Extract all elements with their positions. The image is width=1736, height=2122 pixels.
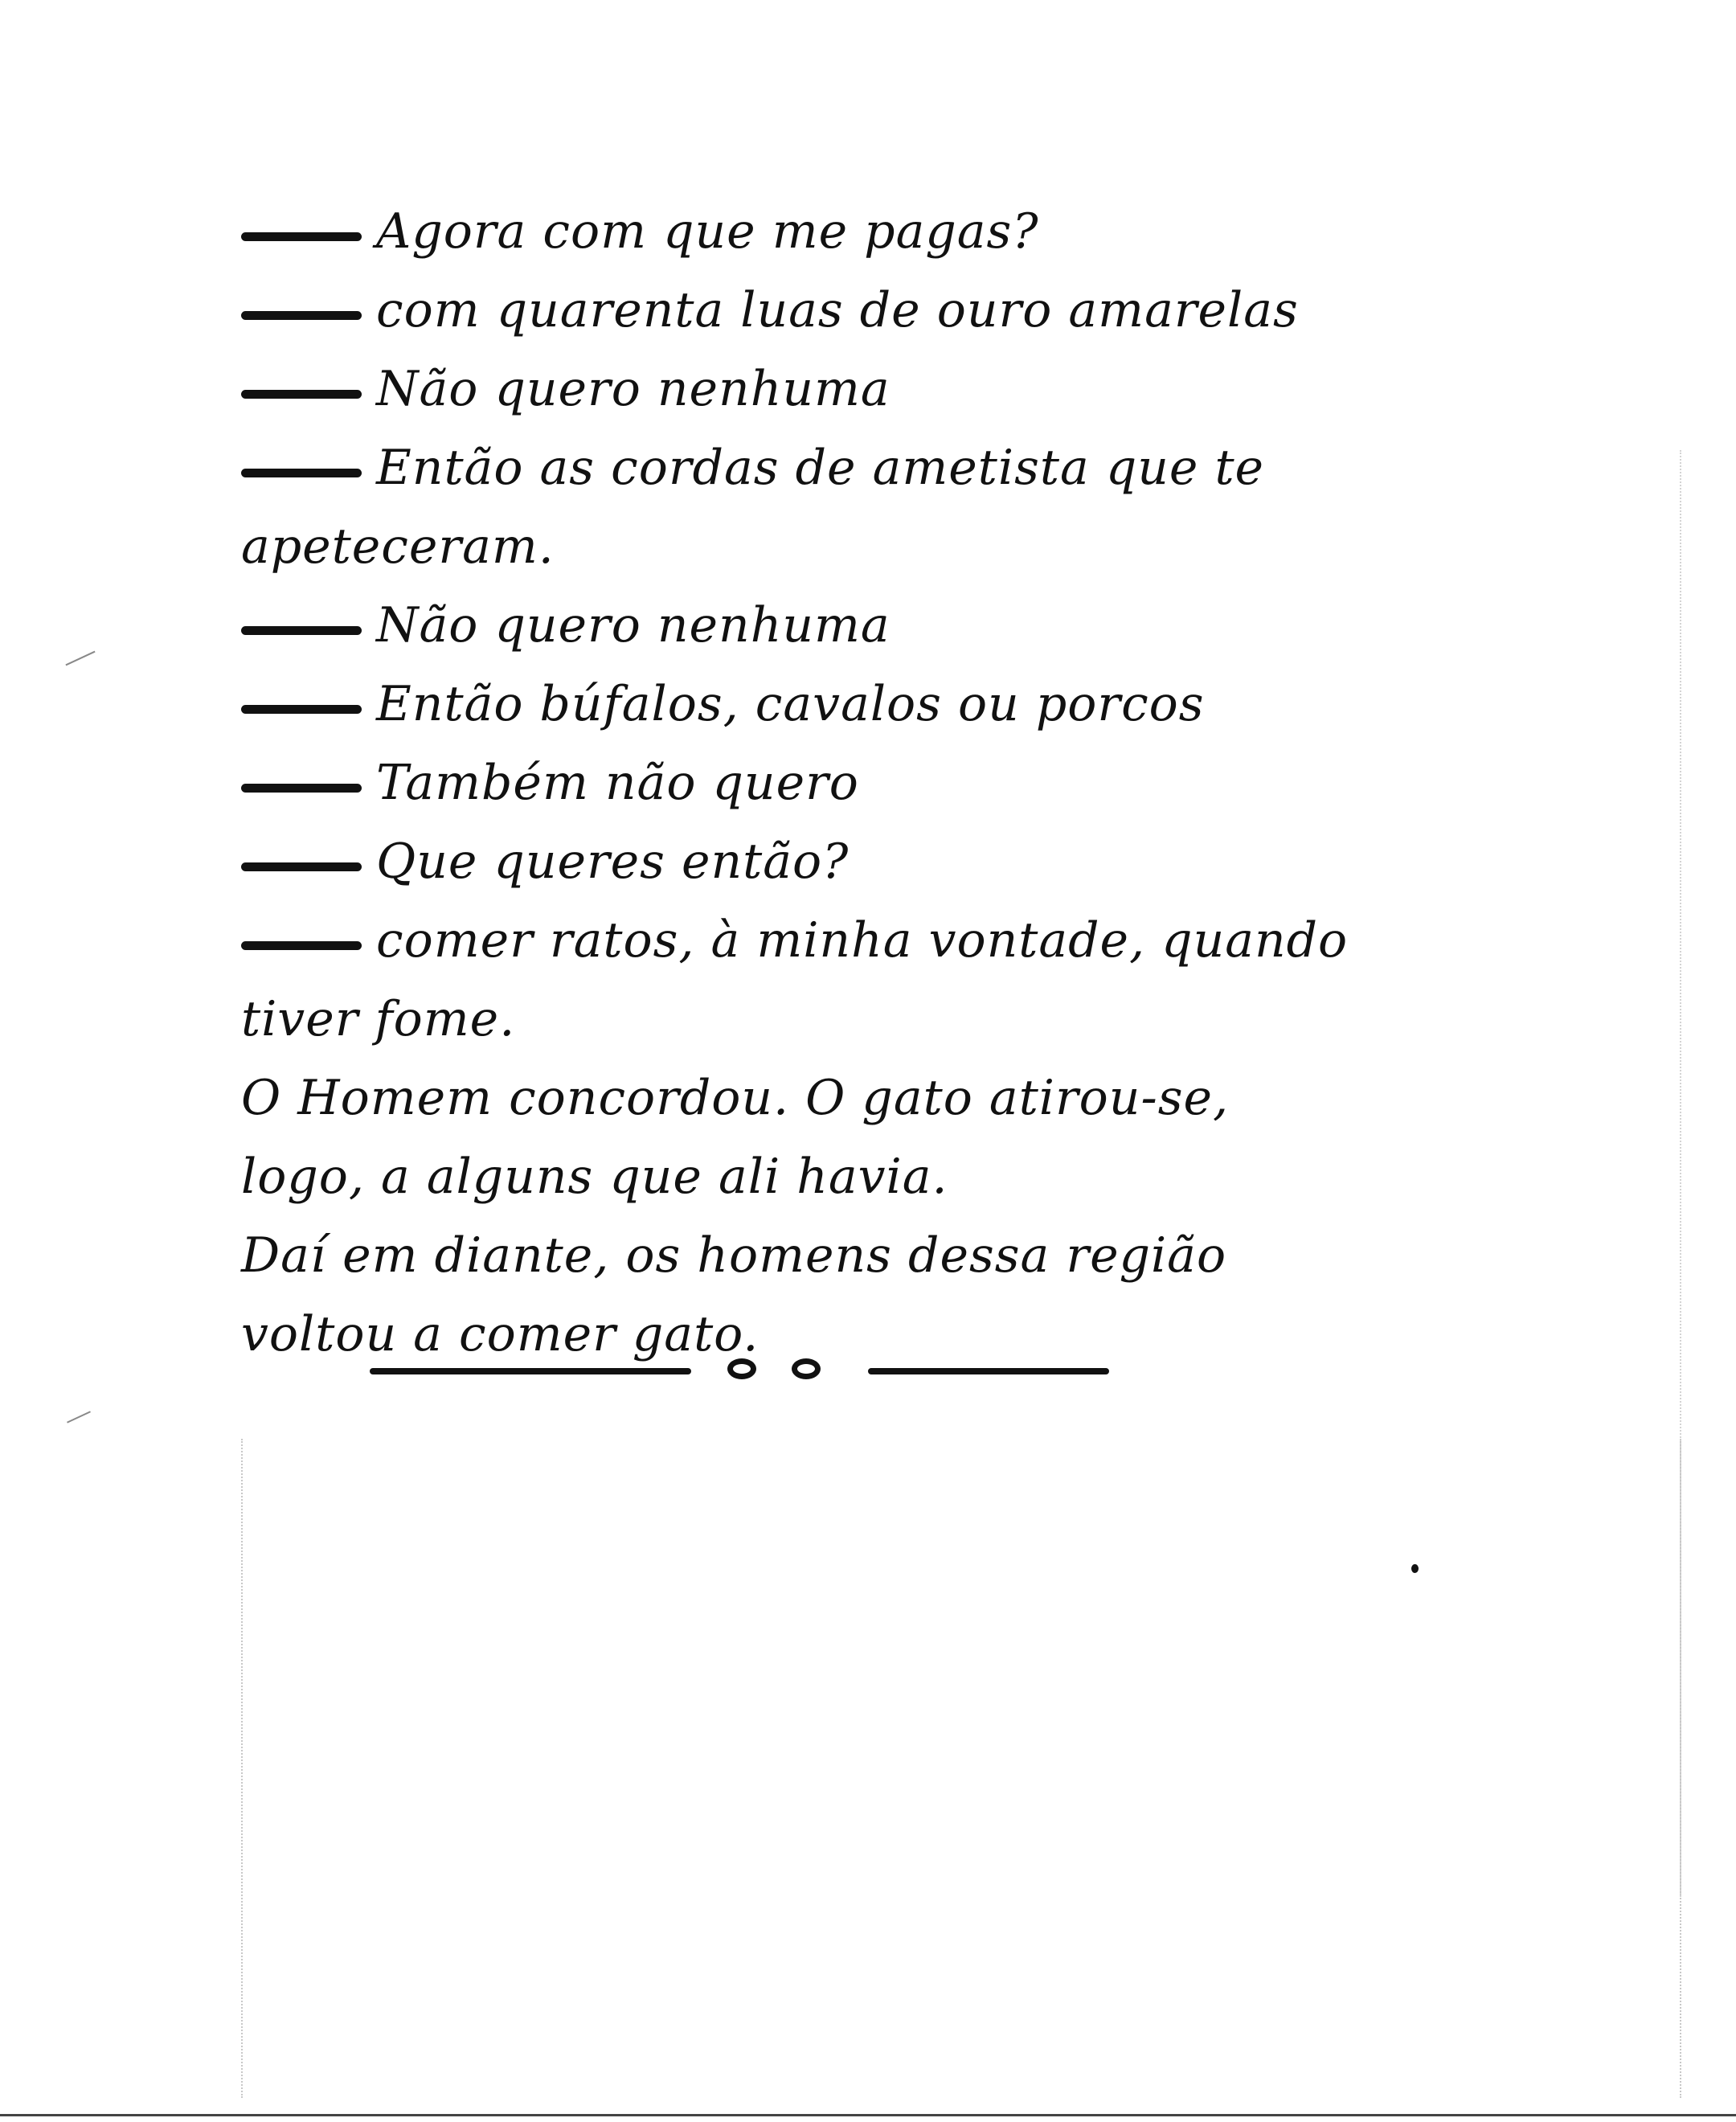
dialogue-dash xyxy=(241,705,362,714)
left-margin-rule xyxy=(241,1439,243,2098)
handwritten-text xyxy=(241,177,1688,1362)
line-text: Que queres então? xyxy=(376,834,850,890)
ornament-bar-left xyxy=(370,1368,691,1374)
text-line xyxy=(241,413,1688,496)
ink-dot xyxy=(1411,1564,1419,1573)
page-bottom-edge xyxy=(0,2114,1736,2116)
text-line xyxy=(241,256,1688,338)
text-line xyxy=(241,649,1688,732)
line-text: Então búfalos, cavalos ou porcos xyxy=(376,676,1205,732)
line-text: Agora com que me pagas? xyxy=(376,203,1039,260)
dialogue-dash xyxy=(241,232,362,241)
line-text: Daí em diante, os homens dessa região xyxy=(241,1227,1227,1284)
dialogue-dash xyxy=(241,941,362,950)
line-text: comer ratos, à minha vontade, quando xyxy=(376,912,1349,969)
text-line xyxy=(241,571,1688,653)
text-line xyxy=(241,1122,1688,1205)
line-text: Também não quero xyxy=(376,755,859,811)
stray-mark-left-bottom xyxy=(67,1411,91,1423)
dialogue-dash xyxy=(241,469,362,477)
line-text: Então as cordas de ametista que te xyxy=(376,440,1265,496)
dialogue-dash xyxy=(241,390,362,399)
text-line xyxy=(241,492,1688,575)
faint-ruled-area xyxy=(241,1439,1688,2098)
text-line xyxy=(241,886,1688,969)
dialogue-dash xyxy=(241,626,362,635)
text-line xyxy=(241,965,1688,1047)
dialogue-dash xyxy=(241,311,362,320)
line-text: logo, a alguns que ali havia. xyxy=(241,1149,948,1205)
line-text: voltou a comer gato. xyxy=(241,1306,760,1362)
line-text: Não quero nenhuma xyxy=(376,597,891,653)
ornament-ring xyxy=(727,1358,756,1379)
end-ornament xyxy=(370,1344,1109,1392)
line-text: apeteceram. xyxy=(241,518,555,575)
text-line xyxy=(241,177,1688,260)
text-line xyxy=(241,334,1688,417)
line-text: O Homem concordou. O gato atirou-se, xyxy=(241,1070,1230,1126)
text-line xyxy=(241,1043,1688,1126)
ornament-bar-right xyxy=(868,1368,1109,1374)
line-text: tiver fome. xyxy=(241,991,516,1047)
text-line xyxy=(241,728,1688,811)
stray-mark-left-top xyxy=(65,651,95,666)
ornament-ring xyxy=(792,1358,821,1379)
text-line xyxy=(241,807,1688,890)
dialogue-dash xyxy=(241,862,362,871)
line-text: Não quero nenhuma xyxy=(376,361,891,417)
text-line xyxy=(241,1201,1688,1284)
line-text: com quarenta luas de ouro amarelas xyxy=(376,282,1299,338)
dialogue-dash xyxy=(241,784,362,793)
